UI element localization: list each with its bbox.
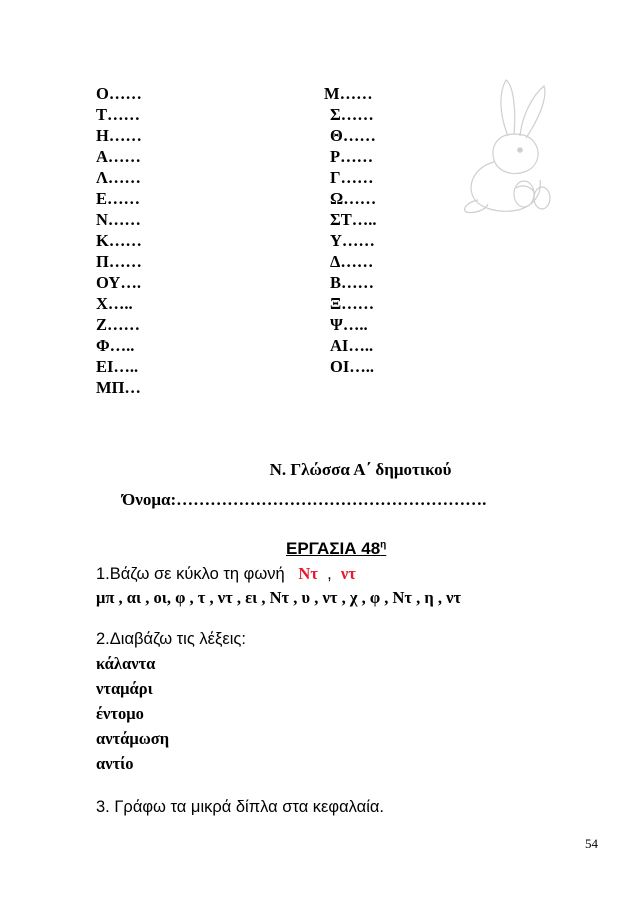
letter-left-12: Ζ…… bbox=[96, 315, 141, 334]
letter-left-15: ΜΠ… bbox=[96, 378, 141, 397]
letter-right-3: Θ…… bbox=[330, 126, 376, 145]
task-title bbox=[286, 539, 386, 559]
letter-right-12: Ψ….. bbox=[330, 315, 368, 334]
letter-left-3: Η…… bbox=[96, 126, 142, 145]
subject-heading-text: Ν. Γλώσσα Α΄ δημοτικού bbox=[269, 460, 452, 479]
page-number: 54 bbox=[585, 836, 598, 851]
subject-heading bbox=[0, 460, 638, 480]
letter-right-13: ΑΙ….. bbox=[330, 336, 374, 355]
letter-right-10: Β…… bbox=[330, 273, 375, 292]
exercise-2-prompt: 2.Διαβάζω τις λέξεις: bbox=[96, 630, 246, 648]
exercise-3-prompt: 3. Γράφω τα μικρά δίπλα στα κεφαλαία. bbox=[96, 798, 384, 816]
target-sound-upper: Ντ bbox=[298, 564, 318, 583]
reading-word-1: κάλαντα bbox=[96, 654, 156, 673]
reading-word-2: νταμάρι bbox=[96, 679, 153, 698]
target-sound-lower: ντ bbox=[340, 564, 356, 583]
task-title-text: ΕΡΓΑΣΙΑ 48 bbox=[286, 539, 381, 558]
letter-right-7: ΣΤ….. bbox=[330, 210, 377, 229]
letter-left-14: ΕΙ….. bbox=[96, 357, 139, 376]
task-title-superscript: η bbox=[380, 539, 387, 551]
letter-right-14: ΟΙ….. bbox=[330, 357, 375, 376]
reading-word-5: αντίο bbox=[96, 754, 134, 773]
reading-word-4: αντάμωση bbox=[96, 729, 170, 748]
letter-left-11: Χ….. bbox=[96, 294, 133, 313]
letter-left-1: Ο…… bbox=[96, 84, 142, 103]
letter-left-4: Α…… bbox=[96, 147, 141, 166]
letter-right-5: Γ…… bbox=[330, 168, 374, 187]
letter-right-6: Ω…… bbox=[330, 189, 377, 208]
letter-right-2: Σ…… bbox=[330, 105, 374, 124]
letter-left-6: Ε…… bbox=[96, 189, 141, 208]
letter-right-4: Ρ…… bbox=[330, 147, 374, 166]
rabbit-illustration bbox=[448, 76, 568, 216]
exercise-1-sequence[interactable]: μπ , αι , οι, φ , τ , ντ , ει , Ντ , υ , ντ , χ , φ , Ντ , η , ντ bbox=[96, 588, 462, 607]
exercise-1-prompt-line bbox=[96, 564, 356, 584]
letter-right-9: Δ…… bbox=[330, 252, 374, 271]
letter-left-5: Λ…… bbox=[96, 168, 141, 187]
reading-word-3: έντομο bbox=[96, 704, 144, 723]
letter-left-8: Κ…… bbox=[96, 231, 142, 250]
target-sound-separator: , bbox=[327, 565, 332, 583]
letter-left-2: Τ…… bbox=[96, 105, 141, 124]
letter-left-13: Φ….. bbox=[96, 336, 135, 355]
letter-right-8: Υ…… bbox=[330, 231, 375, 250]
name-field[interactable]: Όνομα:………………………………………………. bbox=[122, 490, 487, 509]
letter-left-7: Ν…… bbox=[96, 210, 141, 229]
letter-left-10: ΟΥ…. bbox=[96, 273, 141, 292]
letter-right-11: Ξ…… bbox=[330, 294, 375, 313]
exercise-1-prompt: 1.Βάζω σε κύκλο τη φωνή bbox=[96, 565, 285, 583]
letter-left-9: Π…… bbox=[96, 252, 142, 271]
letter-right-1: Μ…… bbox=[324, 84, 373, 103]
